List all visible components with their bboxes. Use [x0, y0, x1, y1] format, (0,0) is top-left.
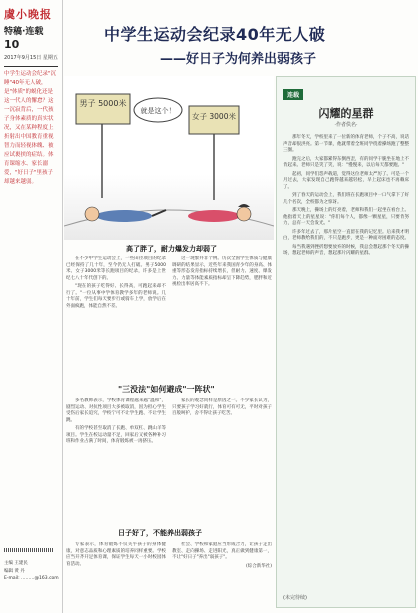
editor-credit: 主编 王建民: [4, 561, 28, 566]
section1-title: 高了胖了，耐力爆发力却弱了: [126, 245, 217, 253]
paragraph: 社会、学校和家庭应当形成合力，让孩子走出教室、走向操场、走进阳光，真正做到健康第一，不让"好日子"养出"弱孩子"。: [172, 542, 272, 560]
paragraph: "现在的孩子吃得好、长得高，可跑起来却不行了。"一位从事中学体育教学多年的老师说。几十年前，学生们每天要步行或骑车上学，放学后在外面疯跑，体能自然不差。: [66, 284, 166, 309]
paragraph: 家长的观念同样是原因之一。不少家长认为，只要孩子学习好就行，体育可有可无，平时对孩子百般呵护，舍不得让孩子吃苦。: [172, 398, 272, 416]
girl-sign-label: 女子 3000米: [192, 112, 236, 121]
sidebar-body: [283, 135, 409, 260]
subheadline: ——好日子为何养出弱孩子: [160, 52, 317, 67]
issue-date: 2017年9月15日 星期五: [4, 55, 58, 61]
article-col-3b: [172, 542, 272, 608]
contact-email: E-mail: ………@163.com: [4, 576, 59, 581]
speech-text: 就是这个！: [140, 107, 176, 115]
boy-sign: [76, 94, 130, 198]
fallen-girl-figure: [188, 204, 251, 222]
article-col-2a: [66, 398, 166, 518]
article-col-2b: [172, 398, 272, 518]
sidebar-footnote: (未完待续): [283, 595, 307, 601]
sidebar-title: 闪耀的星群: [318, 107, 374, 120]
paragraph: 有的学校甚至取消了长跑、单双杠、跳山羊等项目。学生在校运动量不足，回家后又被各种补习班和作业占满了时间，体育锻炼被一再挤压。: [66, 426, 166, 444]
fallen-boy-figure: [85, 207, 166, 222]
design-credit: 编辑 黄 丹: [4, 569, 25, 574]
paragraph: 专家表示，体育锻炼不仅关乎孩子的身体健康，对意志品质和心理素质的培养同样重要。学校应当开齐开足体育课，保证学生每天一小时校园体育活动。: [66, 542, 166, 567]
sidebar-author: ·作者佚名·: [334, 122, 358, 128]
paragraph: 许多年过去了，那片星空一直留在我的记忆里。后来我才明白，老师教给我们的，不只是跑步，更是一种面对困难的态度。: [283, 229, 409, 241]
paragraph: 那天晚上，操场上的灯亮着，老师和我们一起坐在看台上。他指着天上的星星说："你们每个人，都像一颗星星，只要肯努力，总有一天会发光。": [283, 208, 409, 226]
girl-sign: [189, 106, 239, 200]
section3-title: 日子好了，不能养出弱孩子: [118, 529, 202, 537]
cartoon-illustration: [64, 76, 274, 240]
paragraph: 多名教师表示，学校体育课程越来越"温和"，剧烈运动、对抗性项目大多被取消，因为担心学生受伤后家长追究，学校宁可不让学生跑、不让学生跳。: [66, 398, 166, 423]
sidebar-label: 连载: [283, 89, 303, 100]
left-rail: [0, 0, 63, 613]
section-name: 特稿·连载: [4, 27, 44, 37]
paragraph: 在不少中学生运动会上，一些田径项目的纪录已经保持了几十年，至今仍无人打破。男子5000米、女子3000米等长跑项目的纪录，许多是上世纪七八十年代创下的。: [66, 256, 166, 281]
serial-sidebar: [276, 76, 416, 608]
byline: (综合新华社): [245, 563, 272, 569]
paragraph: 到了春天的运动会上，我们班在长跑项目中一口气拿下了好几个名次，全校都为之惊讶。: [283, 193, 409, 205]
barcode-strip: [4, 548, 54, 552]
rail-divider: [4, 66, 58, 67]
cartoon-svg: [64, 76, 274, 240]
rail-teaser: 中学生运动会纪录"沉睡"40年无人破，是"体质"的蜕化还是这一代人的懈怠？这一沉寂背后，一代孩子身体素质的真实状况，又在某种程度上折射出中国教育重视智力而轻视体魄、被应试裹挟的症结。体育课缩水、家长溺爱，"好日子"里孩子却越来越弱。: [4, 71, 57, 185]
pullquote: "三没法"如何避成"一阵状": [118, 385, 215, 394]
boy-sign-label: 男子 5000米: [79, 99, 127, 108]
paragraph: 起初，同学们怨声载道，觉得这位老师太严厉了。可是一个月过去，大家发现自己跑得越来越轻松，早上起床也不再赖床了。: [283, 171, 409, 190]
headline: 中学生运动会纪录40年无人破: [104, 25, 326, 44]
masthead: 虞小晚报: [4, 8, 52, 21]
article-col-1a: [66, 256, 166, 374]
paragraph: 每当我遇到挫折想要放弃的时候，我总会想起那个冬天的操场，想起老师的声音，想起那片闪耀的星群。: [283, 244, 409, 256]
paragraph: 跑完之后，大家都累得东倒西歪，有的同学干脆坐在地上不肯起来。老师只是笑了笑，说："慢慢来，以后每天都要跑。": [283, 156, 409, 168]
paragraph: 那年冬天，学校里来了一位新的体育老师，个子不高，说话声音却很洪亮。第一节课，他就带着全班同学绕着操场跑了整整三圈。: [283, 135, 409, 153]
page-number: 10: [4, 38, 20, 51]
article-col-1b: [172, 256, 272, 374]
paragraph: 这一现象并非个例。历次全国学生体质与健康调研的结果显示，近些年来我国青少年的身高、体重等形态发育指标持续增长，但耐力、速度、爆发力、力量等体能素质指标却呈下降趋势，肥胖和近视检出率居高不下。: [172, 256, 272, 287]
speech-bubble: [134, 98, 182, 122]
article-col-3a: [66, 542, 166, 608]
